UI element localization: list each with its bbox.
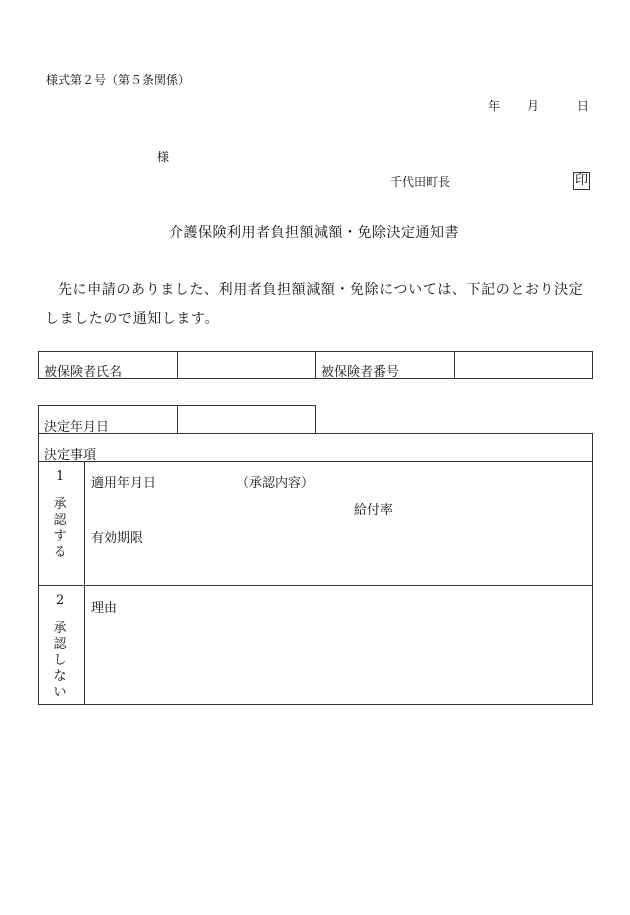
insured-name-label: 被保険者氏名	[44, 365, 123, 380]
divider	[454, 351, 455, 379]
label-char: し	[53, 653, 67, 668]
divider	[38, 461, 593, 462]
date-year-label: 年	[488, 99, 501, 113]
decision-items-label: 決定事項	[44, 448, 97, 463]
issuer-name: 千代田町長	[390, 175, 451, 189]
label-char: 認	[53, 513, 67, 528]
page-title: 介護保険利用者負担額減額・免除決定通知書	[169, 225, 459, 241]
divider	[177, 351, 178, 379]
divider	[38, 585, 593, 586]
insured-name-field[interactable]	[179, 353, 313, 377]
approval-content-label: （承認内容）	[236, 476, 315, 491]
label-char: す	[53, 529, 67, 544]
reason-label: 理由	[91, 601, 118, 616]
divider	[177, 405, 178, 434]
body-line-2: しましたので通知します。	[45, 311, 220, 327]
insured-number-label: 被保険者番号	[321, 365, 400, 380]
benefit-rate-label: 給付率	[354, 503, 394, 518]
validity-label: 有効期限	[91, 531, 144, 546]
label-char: る	[53, 545, 67, 560]
date-month-label: 月	[527, 99, 540, 113]
divider	[315, 351, 316, 379]
divider	[84, 461, 85, 705]
label-char: い	[53, 685, 67, 700]
approve-number: 1	[56, 469, 65, 484]
label-char: 承	[53, 621, 67, 636]
body-line-1: 先に申請のありました、利用者負担額減額・免除については、下記のとおり決定	[58, 282, 584, 298]
addressee-suffix: 様	[157, 150, 170, 164]
reject-label	[50, 621, 70, 701]
label-char: 認	[53, 637, 67, 652]
form-number: 様式第２号（第５条関係）	[46, 73, 191, 87]
applicable-date-label: 適用年月日	[91, 476, 157, 491]
seal-stamp: 印	[575, 173, 589, 188]
reject-number: 2	[56, 593, 65, 608]
label-char: な	[53, 669, 67, 684]
date-day-label: 日	[577, 99, 590, 113]
decision-date-label: 決定年月日	[44, 420, 110, 435]
decision-date-field[interactable]	[179, 407, 314, 432]
label-char: 承	[53, 497, 67, 512]
approve-label	[50, 497, 70, 561]
insured-number-field[interactable]	[456, 353, 591, 377]
